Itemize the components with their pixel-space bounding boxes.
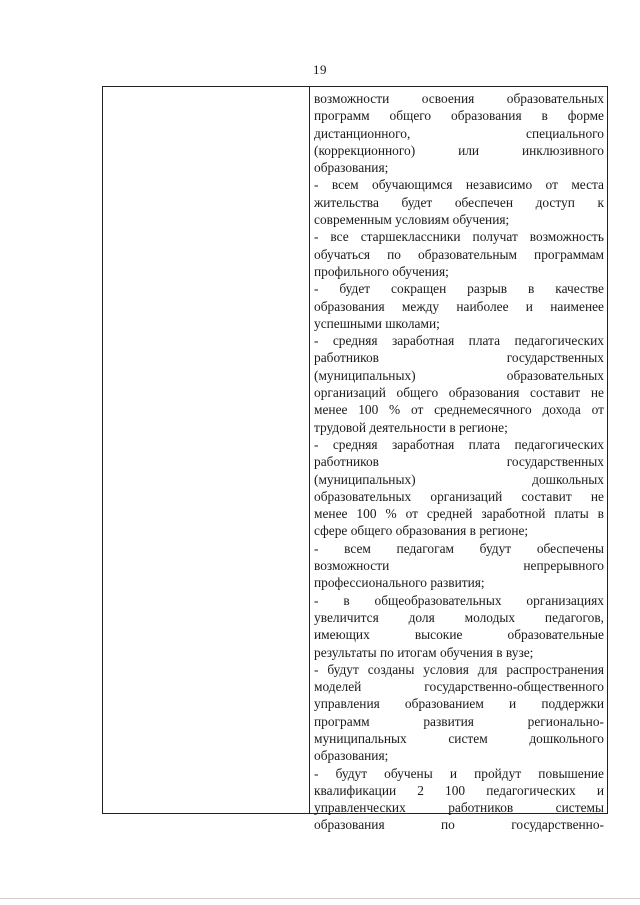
page-bottom-rule xyxy=(0,898,640,899)
text-line: - будут созданы условия для распространения xyxy=(314,661,604,677)
text-line: (коррекционного) или инклюзивного xyxy=(314,142,604,158)
text-line: работников государственных xyxy=(314,350,604,366)
text-line: жительства будет обеспечен доступ к xyxy=(314,194,604,210)
text-line: обучаться по образовательным программам xyxy=(314,246,604,262)
text-line: возможности освоения образовательных xyxy=(314,91,604,106)
text-line: менее 100 % от среднемесячного дохода от xyxy=(314,402,604,418)
text-line: - все старшеклассники получат возможность xyxy=(314,229,604,245)
text-line: образования; xyxy=(314,160,389,176)
text-line: образования; xyxy=(314,748,389,764)
text-line: трудовой деятельности в регионе; xyxy=(314,419,508,435)
text-line: профильного обучения; xyxy=(314,263,449,279)
text-line: - средняя заработная плата педагогических xyxy=(314,436,604,452)
text-line: менее 100 % от средней заработной платы в xyxy=(314,506,604,522)
text-line: - всем педагогам будут обеспечены xyxy=(314,540,604,556)
text-line: - в общеобразовательных организациях xyxy=(314,592,604,608)
page-number: 19 xyxy=(313,62,327,77)
results-text-column xyxy=(314,90,604,834)
text-line: программ развития регионально- xyxy=(314,713,604,729)
content-table xyxy=(102,86,608,833)
column-divider xyxy=(309,87,310,813)
text-line: профессионального развития; xyxy=(314,575,485,591)
text-line: моделей государственно-общественного xyxy=(314,679,604,695)
text-line: - будут обучены и пройдут повышение xyxy=(314,765,604,781)
text-line: образования по государственно- xyxy=(314,817,604,833)
text-line: работников государственных xyxy=(314,454,604,470)
text-line: - будет сокращен разрыв в качестве xyxy=(314,281,604,297)
text-line: успешными школами; xyxy=(314,315,440,331)
text-line: увеличится доля молодых педагогов, xyxy=(314,609,604,625)
text-line: программ общего образования в форме xyxy=(314,108,604,124)
text-line: сфере общего образования в регионе; xyxy=(314,523,529,539)
text-line: результаты по итогам обучения в вузе; xyxy=(314,644,534,660)
text-line: квалификации 2 100 педагогических и xyxy=(314,782,604,798)
text-line: - всем обучающимся независимо от места xyxy=(314,177,604,193)
text-line: дистанционного, специального xyxy=(314,125,604,141)
text-line: (муниципальных) образовательных xyxy=(314,367,604,383)
text-line: муниципальных систем дошкольного xyxy=(314,730,604,746)
text-line: - средняя заработная плата педагогических xyxy=(314,333,604,349)
text-line: возможности непрерывного xyxy=(314,558,604,574)
text-line: образования между наиболее и наименее xyxy=(314,298,604,314)
text-line: (муниципальных) дошкольных xyxy=(314,471,604,487)
text-line: современным условиям обучения; xyxy=(314,212,510,228)
text-line: управленческих работников системы xyxy=(314,800,604,816)
text-line: имеющих высокие образовательные xyxy=(314,627,604,643)
text-line: образовательных организаций составит не xyxy=(314,488,604,504)
text-line: управления образованием и поддержки xyxy=(314,696,604,712)
text-line: организаций общего образования составит не xyxy=(314,385,604,401)
